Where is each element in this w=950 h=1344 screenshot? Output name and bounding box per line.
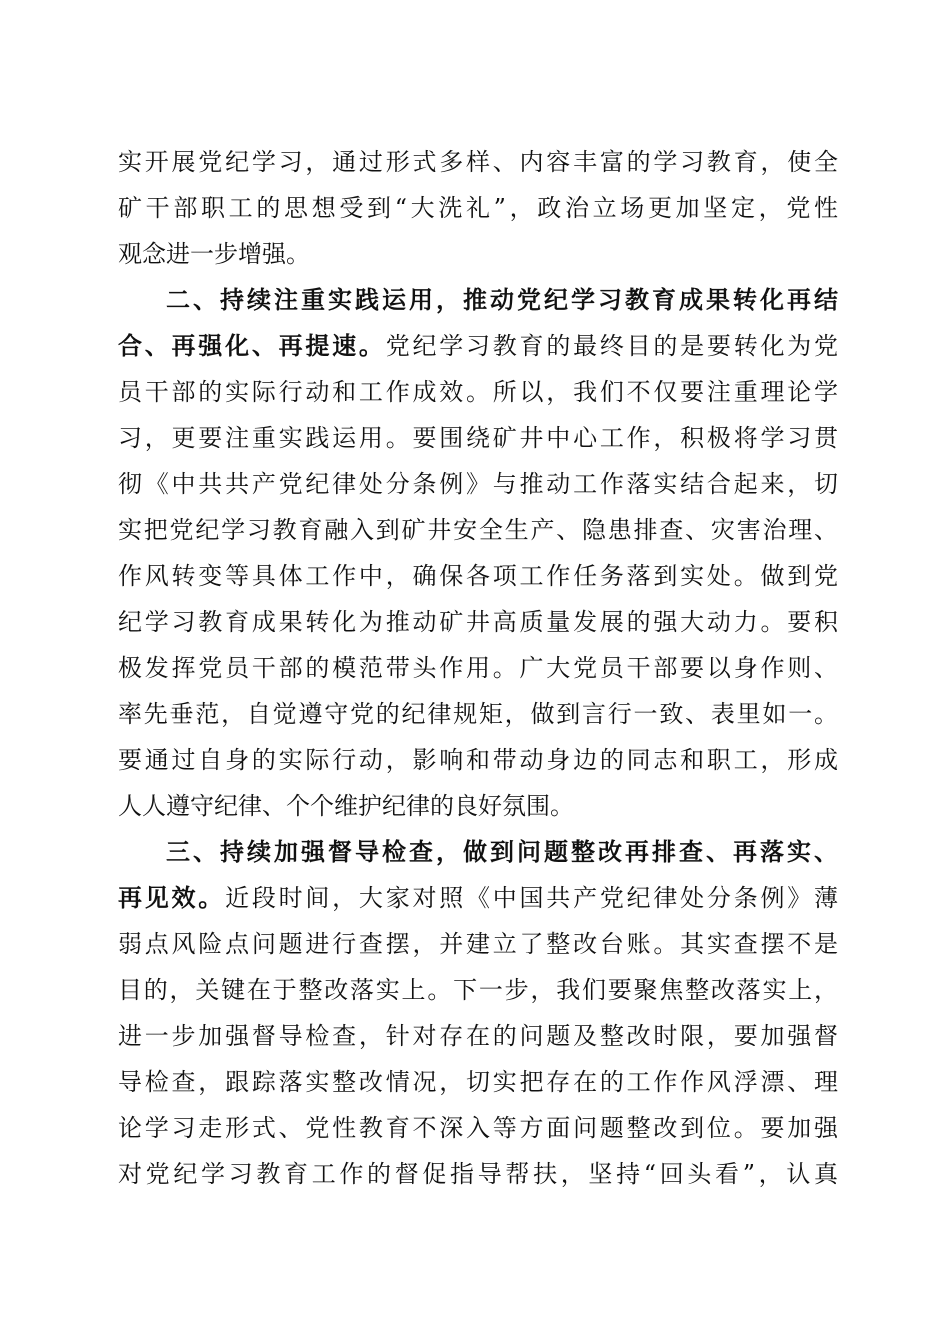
paragraph-line: 习，更要注重实践运用。要围绕矿井中心工作，积极将学习贯 — [118, 424, 838, 452]
paragraph-line: 彻《中共共产党纪律处分条例》与推动工作落实结合起来，切 — [118, 470, 838, 498]
paragraph-text: 近段时间，大家对照《中国共产党纪律处分条例》薄 — [225, 884, 838, 912]
section-heading-2: 二、持续注重实践运用，推动党纪学习教育成果转化再结 — [166, 286, 838, 314]
paragraph-line — [118, 876, 838, 920]
section-heading-3-end: 再见效。 — [118, 884, 226, 912]
paragraph-line: 导检查，跟踪落实整改情况，切实把存在的工作作风浮漂、理 — [118, 1068, 838, 1096]
paragraph-line: 员干部的实际行动和工作成效。所以，我们不仅要注重理论学 — [118, 378, 838, 406]
paragraph-line: 纪学习教育成果转化为推动矿井高质量发展的强大动力。要积 — [118, 608, 838, 636]
paragraph-line: 矿干部职工的思想受到“大洗礼”，政治立场更加坚定，党性 — [118, 194, 838, 222]
paragraph-line — [118, 324, 838, 368]
paragraph-line: 进一步加强督导检查，针对存在的问题及整改时限，要加强督 — [118, 1022, 838, 1050]
paragraph-line: 弱点风险点问题进行查摆，并建立了整改台账。其实查摆不是 — [118, 930, 838, 958]
paragraph-line: 人人遵守纪律、个个维护纪律的良好氛围。 — [118, 792, 574, 820]
section-heading-3: 三、持续加强督导检查，做到问题整改再排查、再落实、 — [166, 838, 838, 866]
paragraph-line: 要通过自身的实际行动，影响和带动身边的同志和职工，形成 — [118, 746, 838, 774]
paragraph-line: 作风转变等具体工作中，确保各项工作任务落到实处。做到党 — [118, 562, 838, 590]
paragraph-line: 观念进一步增强。 — [118, 240, 310, 268]
paragraph-line: 论学习走形式、党性教育不深入等方面问题整改到位。要加强 — [118, 1114, 838, 1142]
paragraph-line: 实开展党纪学习，通过形式多样、内容丰富的学习教育，使全 — [118, 148, 838, 176]
paragraph-text: 党纪学习教育的最终目的是要转化为党 — [385, 332, 839, 360]
paragraph-line: 极发挥党员干部的模范带头作用。广大党员干部要以身作则、 — [118, 654, 838, 682]
paragraph-line: 率先垂范，自觉遵守党的纪律规矩，做到言行一致、表里如一。 — [118, 700, 838, 728]
paragraph-line: 实把党纪学习教育融入到矿井安全生产、隐患排查、灾害治理、 — [118, 516, 838, 544]
paragraph-line: 对党纪学习教育工作的督促指导帮扶，坚持“回头看”，认真 — [118, 1160, 838, 1188]
section-heading-2-end: 合、再强化、再提速。 — [118, 332, 386, 360]
paragraph-line: 目的，关键在于整改落实上。下一步，我们要聚焦整改落实上， — [118, 976, 838, 1004]
